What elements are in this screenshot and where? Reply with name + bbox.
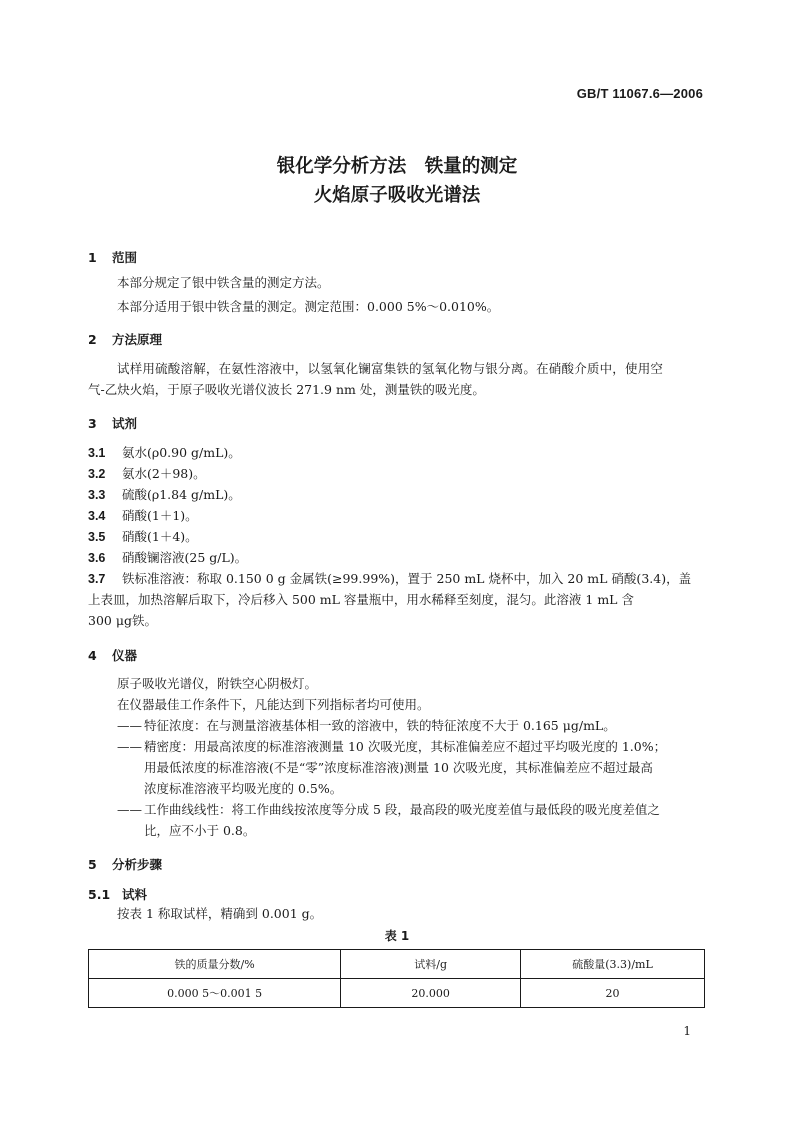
document-title: 银化学分析方法 铁量的测定 <box>276 156 518 177</box>
section-number: 5 <box>88 857 97 872</box>
document-subtitle: 火焰原子吸收光谱法 <box>313 185 481 206</box>
section-number: 3 <box>88 416 97 431</box>
section-number: 4 <box>88 648 97 663</box>
section-1-heading <box>88 248 137 266</box>
paragraph: 气-乙炔火焰，于原子吸收光谱仪波长 271.9 nm 处，测量铁的吸光度。 <box>88 382 485 397</box>
table-header-cell: 试料/g <box>341 950 521 979</box>
section-title: 试料 <box>122 887 148 902</box>
section-number: 5.1 <box>88 887 111 902</box>
table-cell: 0.000 5～0.001 5 <box>89 979 341 1008</box>
table-cell: 20 <box>521 979 705 1008</box>
paragraph: 比，应不小于 0.8。 <box>144 823 256 838</box>
section-title: 范围 <box>112 250 138 265</box>
spec-item: —— 工作曲线线性：将工作曲线按浓度等分成 5 段，最高段的吸光度差值与最低段的吸光度差值之 <box>117 802 660 817</box>
paragraph: 试样用硫酸溶解，在氨性溶液中，以氢氧化镧富集铁的氢氧化物与银分离。在硝酸介质中，使用空 <box>117 361 664 376</box>
reagent-item: 3.5 硝酸(1＋4)。 <box>88 529 198 544</box>
reagent-item: 3.6 硝酸镧溶液(25 g/L)。 <box>88 550 248 565</box>
paragraph: 上表皿，加热溶解后取下，冷后移入 500 mL 容量瓶中，用水稀释至刻度，混匀。此溶液 1 mL 含 <box>88 592 634 607</box>
reagent-item: 3.7 铁标准溶液：称取 0.150 0 g 金属铁(≥99.99%)，置于 250 mL 烧杯中，加入 20 mL 硝酸(3.4)，盖 <box>88 571 692 586</box>
spec-item: —— 特征浓度：在与测量溶液基体相一致的溶液中，铁的特征浓度不大于 0.165 μg/mL。 <box>117 718 616 733</box>
section-3-heading <box>88 414 137 432</box>
section-4-heading <box>88 646 137 664</box>
section-number: 1 <box>88 250 97 265</box>
section-title: 试剂 <box>112 416 138 431</box>
subsection-5-1-heading <box>88 885 147 903</box>
paragraph: 本部分适用于银中铁含量的测定。测定范围：0.000 5%～0.010%。 <box>117 299 500 314</box>
table-header-row <box>89 950 705 979</box>
table-header-cell: 铁的质量分数/% <box>89 950 341 979</box>
section-2-heading <box>88 330 162 348</box>
table-cell: 20.000 <box>341 979 521 1008</box>
page-number: 1 <box>683 1024 691 1038</box>
paragraph: 按表 1 称取试样，精确到 0.001 g。 <box>117 906 323 921</box>
table-caption: 表 1 <box>384 929 410 943</box>
section-title: 分析步骤 <box>112 857 163 872</box>
section-title: 方法原理 <box>112 332 163 347</box>
paragraph: 在仪器最佳工作条件下，凡能达到下列指标者均可使用。 <box>117 697 430 712</box>
reagent-item: 3.1 氨水(ρ0.90 g/mL)。 <box>88 445 241 460</box>
paragraph: 300 μg铁。 <box>88 613 157 628</box>
table-row <box>89 979 705 1008</box>
reagent-item: 3.3 硫酸(ρ1.84 g/mL)。 <box>88 487 241 502</box>
reagent-item: 3.2 氨水(2＋98)。 <box>88 466 206 481</box>
paragraph: 浓度标准溶液平均吸光度的 0.5%。 <box>144 781 343 796</box>
paragraph: 原子吸收光谱仪，附铁空心阴极灯。 <box>117 676 318 691</box>
paragraph: 本部分规定了银中铁含量的测定方法。 <box>117 275 330 290</box>
sample-table <box>88 949 705 1008</box>
reagent-item: 3.4 硝酸(1＋1)。 <box>88 508 198 523</box>
spec-item: —— 精密度：用最高浓度的标准溶液测量 10 次吸光度，其标准偏差应不超过平均吸光度的 1.0%； <box>117 739 667 754</box>
section-number: 2 <box>88 332 97 347</box>
paragraph: 用最低浓度的标准溶液(不是“零”浓度标准溶液)测量 10 次吸光度，其标准偏差应不超过最高 <box>144 760 653 775</box>
section-5-heading <box>88 855 162 873</box>
standard-code: GB/T 11067.6—2006 <box>576 86 703 101</box>
table-header-cell: 硫酸量(3.3)/mL <box>521 950 705 979</box>
section-title: 仪器 <box>112 648 138 663</box>
